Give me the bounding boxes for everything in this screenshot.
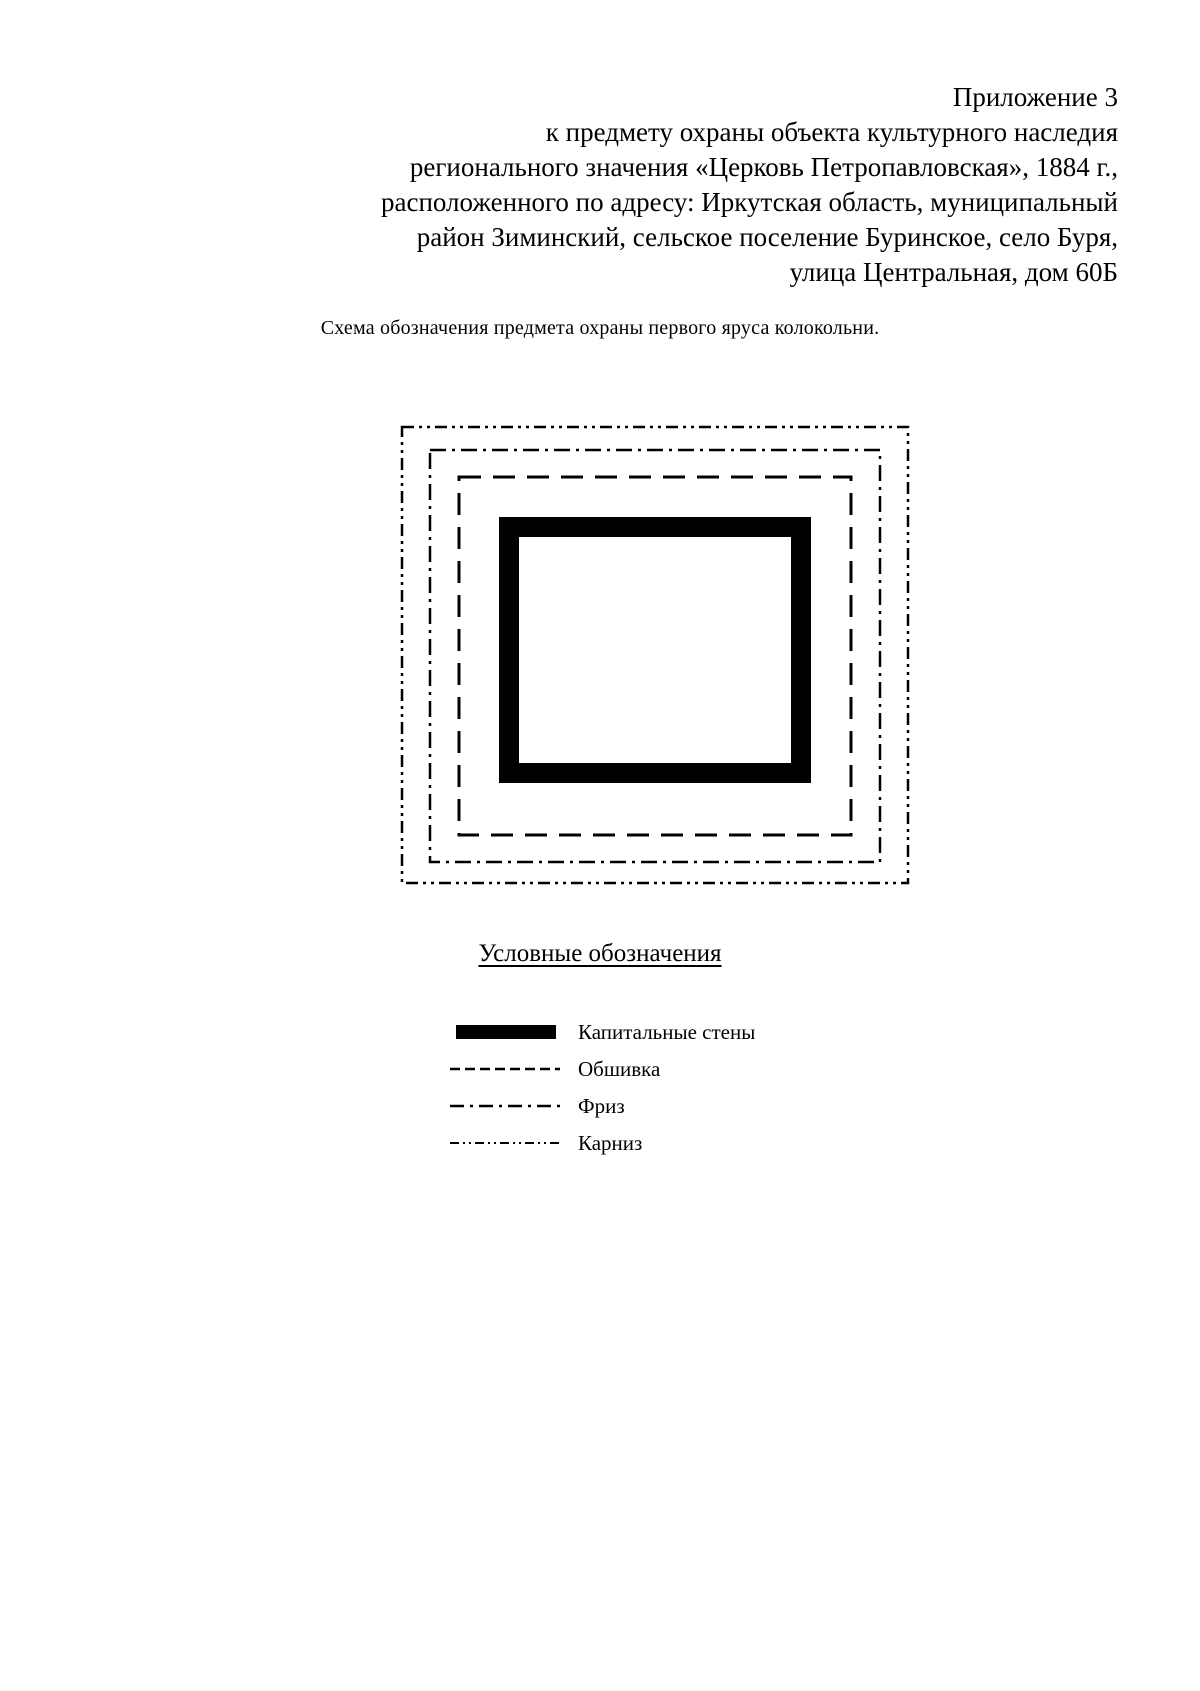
appendix-header	[218, 80, 1118, 290]
appendix-number: Приложение 3	[952, 82, 1118, 112]
legend-item-cladding	[450, 1057, 850, 1094]
legend	[450, 1020, 850, 1168]
bell-tower-scheme	[395, 420, 915, 890]
legend-label: Карниз	[578, 1131, 643, 1155]
dashed-line-swatch	[450, 1059, 560, 1079]
cornice-outline	[402, 427, 908, 883]
legend-title: Условные обозначения	[478, 940, 722, 967]
appendix-subject-line: к предмету охраны объекта культурного наследия	[545, 117, 1118, 147]
dash-double-dot-line-swatch	[450, 1133, 560, 1153]
dash-dot-line-swatch	[450, 1096, 560, 1116]
legend-item-cornice	[450, 1131, 850, 1168]
appendix-address-line-1: расположенного по адресу: Иркутская область, муниципальный	[380, 187, 1118, 217]
frieze-outline	[430, 450, 880, 862]
appendix-address-line-2: район Зиминский, сельское поселение Буринское, село Буря,	[416, 222, 1118, 252]
legend-item-frieze	[450, 1094, 850, 1131]
legend-item-capital-walls	[450, 1020, 850, 1057]
legend-label: Фриз	[578, 1094, 625, 1118]
legend-label: Обшивка	[578, 1057, 661, 1081]
scheme-caption: Схема обозначения предмета охраны первого яруса колокольни.	[320, 317, 880, 339]
legend-label: Капитальные стены	[578, 1020, 756, 1044]
appendix-address-line-3: улица Центральная, дом 60Б	[789, 257, 1118, 287]
appendix-object-line: регионального значения «Церковь Петропавловская», 1884 г.,	[409, 152, 1118, 182]
capital-walls-outline	[509, 527, 801, 773]
solid-thick-line-swatch	[450, 1022, 560, 1042]
